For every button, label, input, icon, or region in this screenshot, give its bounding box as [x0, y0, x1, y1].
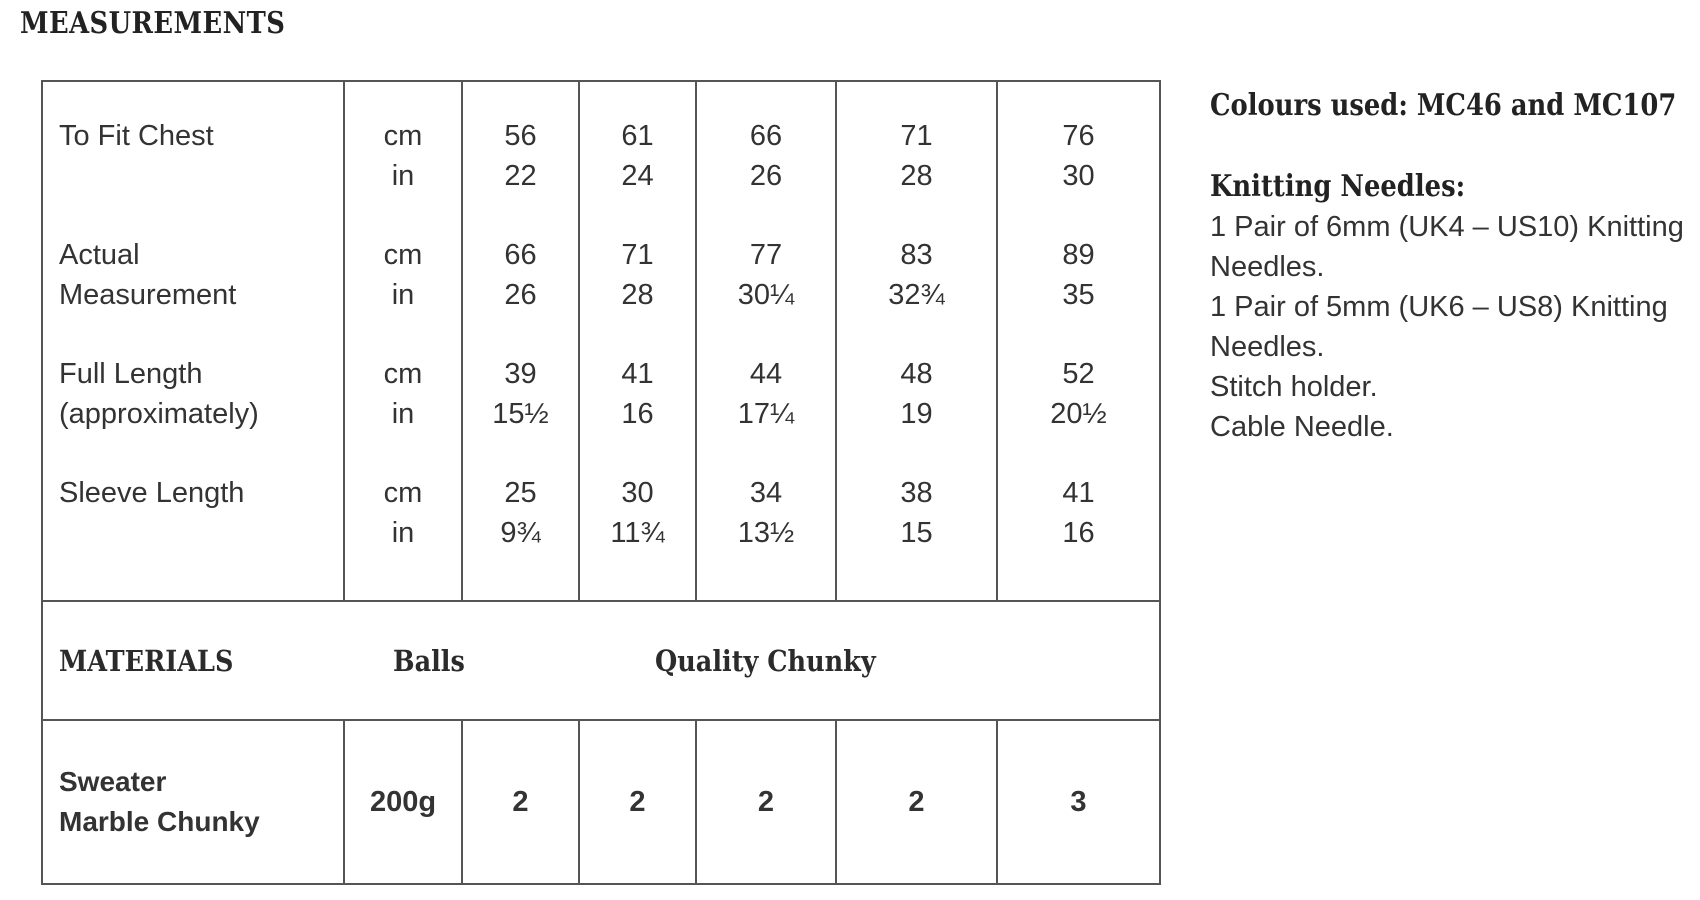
unit-in: in	[391, 398, 415, 430]
value-cell: 28	[900, 160, 933, 192]
yarn-label-sweater: Sweater	[59, 766, 167, 797]
ball-count: 3	[997, 720, 1160, 884]
ball-count: 2	[462, 720, 579, 884]
label-sleeve-length: Sleeve Length	[59, 477, 245, 509]
cable-needle: Cable Needle.	[1210, 411, 1394, 443]
value-cell: 66	[504, 239, 537, 271]
size-column-1	[462, 81, 579, 601]
ball-count: 2	[696, 720, 836, 884]
side-notes	[1210, 88, 1690, 447]
value-cell: 13½	[737, 517, 795, 549]
knitting-needles-title: Knitting Needles:	[1210, 169, 1466, 204]
value-cell: 25	[504, 477, 537, 509]
value-cell: 76	[1062, 120, 1095, 152]
unit-cm: cm	[383, 120, 423, 152]
page-heading: MEASUREMENTS	[20, 6, 286, 41]
ball-count: 2	[836, 720, 997, 884]
measurement-labels-column	[42, 81, 344, 601]
ball-count: 2	[579, 720, 696, 884]
unit-in: in	[391, 160, 415, 192]
yarn-label-cell	[42, 720, 344, 884]
value-cell: 83	[900, 239, 933, 271]
yarn-label-marble-chunky: Marble Chunky	[59, 806, 260, 837]
value-cell: 26	[749, 160, 783, 192]
colours-used: Colours used: MC46 and MC107	[1210, 88, 1677, 123]
needles-line: 1 Pair of 6mm (UK4 – US10) Knitting	[1210, 211, 1684, 243]
materials-row	[42, 601, 1160, 720]
value-cell: 20½	[1050, 398, 1107, 430]
unit-cm: cm	[383, 477, 423, 509]
balls-label: Balls	[393, 643, 465, 678]
value-cell: 41	[1062, 477, 1095, 509]
label-to-fit-chest: To Fit Chest	[59, 120, 214, 152]
measurements-table	[41, 80, 1161, 885]
value-cell: 28	[621, 279, 654, 311]
unit-in: in	[391, 517, 415, 549]
value-cell: 35	[1062, 279, 1095, 311]
label-full-length: Full Length	[59, 358, 203, 390]
materials-header-cell	[42, 601, 1160, 720]
value-cell: 89	[1062, 239, 1095, 271]
value-cell: 66	[749, 120, 783, 152]
needles-line: Needles.	[1210, 331, 1325, 363]
value-cell: 38	[900, 477, 933, 509]
label-actual: Actual	[59, 239, 140, 271]
size-column-2	[579, 81, 696, 601]
yarn-row	[42, 720, 1160, 884]
value-cell: 30	[1062, 160, 1095, 192]
quality-label: Quality Chunky	[655, 643, 876, 678]
label-measurement: Measurement	[59, 279, 237, 311]
value-cell: 26	[504, 279, 537, 311]
value-cell: 24	[621, 160, 654, 192]
value-cell: 48	[900, 358, 933, 390]
value-cell: 30¼	[737, 279, 795, 311]
units-column	[344, 81, 462, 601]
needles-line: 1 Pair of 5mm (UK6 – US8) Knitting	[1210, 291, 1668, 323]
value-cell: 61	[621, 120, 654, 152]
value-cell: 34	[749, 477, 783, 509]
value-cell: 44	[749, 358, 783, 390]
value-cell: 19	[900, 398, 933, 430]
materials-title: MATERIALS	[59, 643, 234, 678]
value-cell: 71	[621, 239, 654, 271]
needles-line: Needles.	[1210, 251, 1325, 283]
value-cell: 22	[504, 160, 537, 192]
value-cell: 52	[1062, 358, 1095, 390]
value-cell: 71	[900, 120, 933, 152]
value-cell: 77	[749, 239, 783, 271]
value-cell: 16	[1062, 517, 1095, 549]
value-cell: 41	[621, 358, 654, 390]
value-cell: 30	[621, 477, 654, 509]
value-cell: 9¾	[500, 517, 541, 549]
value-cell: 17¼	[737, 398, 795, 430]
value-cell: 15	[900, 517, 933, 549]
measurements-row	[42, 81, 1160, 601]
value-cell: 16	[621, 398, 654, 430]
stitch-holder: Stitch holder.	[1210, 371, 1378, 403]
value-cell: 39	[504, 358, 537, 390]
value-cell: 11¾	[610, 517, 665, 549]
value-cell: 32¾	[888, 279, 945, 311]
unit-in: in	[391, 279, 415, 311]
value-cell: 15½	[492, 398, 549, 430]
unit-cm: cm	[383, 358, 423, 390]
size-column-4	[836, 81, 997, 601]
yarn-weight: 200g	[344, 720, 462, 884]
size-column-3	[696, 81, 836, 601]
value-cell: 56	[504, 120, 537, 152]
size-column-5	[997, 81, 1160, 601]
label-approximately: (approximately)	[59, 398, 259, 430]
unit-cm: cm	[383, 239, 423, 271]
